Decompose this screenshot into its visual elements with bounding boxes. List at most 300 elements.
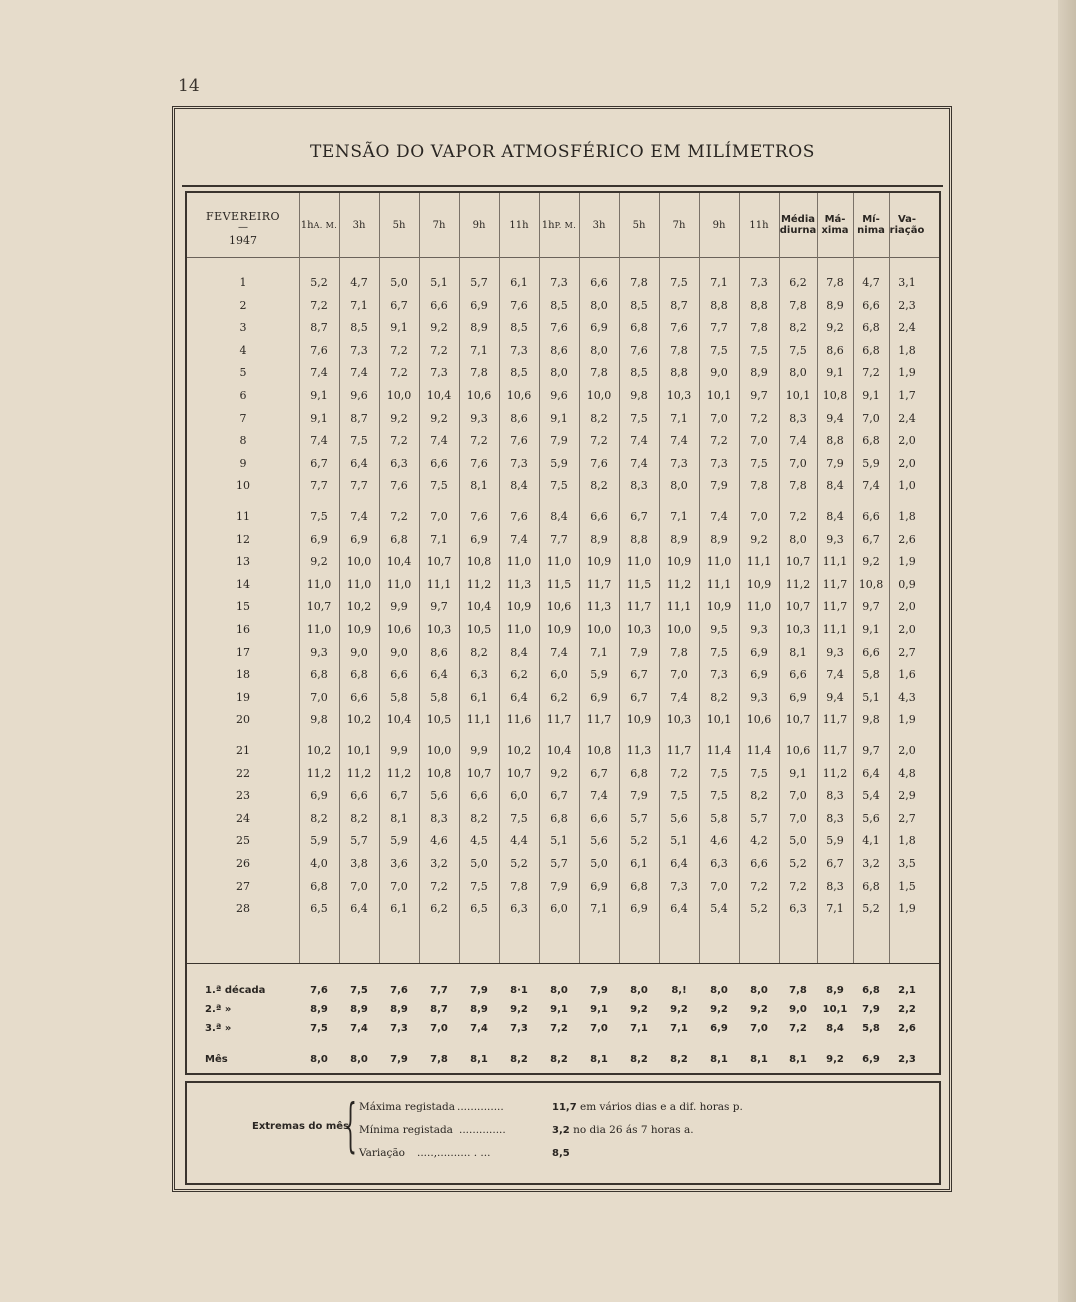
table-cell: 7,5 (430, 479, 448, 493)
table-cell: 7,4 (789, 434, 807, 448)
table-cell: 7,3 (750, 276, 768, 289)
table-cell: 9,3 (750, 690, 768, 704)
table-cell: 7,4 (550, 645, 568, 659)
summary-cell: 8,! (671, 985, 687, 996)
table-cell: 5,2 (310, 276, 328, 289)
table-cell: 8,1 (789, 645, 807, 659)
table-cell: 9,6 (550, 389, 568, 402)
table-cell: 5,8 (390, 690, 408, 704)
table-cell: 7,0 (710, 411, 728, 425)
table-cell: 4,4 (510, 834, 528, 848)
table-cell: 11,3 (506, 577, 532, 591)
table-cell: 10,6 (466, 389, 492, 402)
table-cell: 7,4 (350, 510, 368, 523)
column-header (699, 193, 739, 257)
table-cell: 9,2 (430, 411, 448, 425)
table-cell: 6,4 (350, 902, 368, 916)
table-cell: 9,8 (862, 713, 880, 727)
day-label: 3 (239, 321, 247, 335)
day-label: 12 (236, 532, 250, 546)
table-cell: 8,0 (590, 343, 608, 357)
summary-cell: 7,9 (590, 985, 608, 996)
column-header-label: Mí- nima (857, 214, 885, 236)
table-cell: 6,2 (510, 668, 528, 682)
table-cell: 10,9 (506, 600, 532, 614)
table-cell: 10,9 (706, 600, 732, 614)
table-cell: 6,9 (750, 645, 768, 659)
table-cell: 10,7 (306, 600, 332, 614)
table-cell: 5,6 (590, 834, 608, 848)
table-cell: 11,4 (746, 744, 772, 757)
summary-label: Mês (205, 1054, 228, 1065)
table-cell: 10,1 (785, 389, 811, 402)
table-cell: 9,3 (470, 411, 488, 425)
table-cell: 9,2 (750, 532, 768, 546)
table-cell: 5,0 (590, 857, 608, 870)
table-cell: 6,7 (826, 857, 844, 870)
table-cell: 10,8 (466, 555, 492, 569)
table-cell: 8,7 (310, 321, 328, 335)
table-cell: 9,3 (826, 532, 844, 546)
table-cell: 7,5 (750, 766, 768, 780)
table-cell: 9,4 (826, 411, 844, 425)
day-label: 26 (236, 857, 250, 870)
table-cell: 6,2 (550, 690, 568, 704)
day-label: 5 (239, 366, 247, 380)
table-cell: 6,9 (630, 902, 648, 916)
table-cell: 7,2 (789, 879, 807, 893)
table-cell: 7,0 (789, 811, 807, 825)
summary-cell: 7,7 (430, 985, 448, 996)
table-cell: 10,6 (546, 600, 572, 614)
table-cell: 10,9 (346, 623, 372, 636)
table-cell: 7,4 (310, 366, 328, 380)
table-cell: 10,4 (386, 713, 412, 727)
column-header-label: 11h (509, 219, 529, 231)
column-header-label: Média diurna (779, 214, 817, 236)
summary-cell: 2,6 (898, 1023, 916, 1034)
table-cell: 10,2 (506, 744, 532, 757)
table-cell: 7,9 (630, 645, 648, 659)
column-header-label: 3h (352, 219, 366, 231)
table-cell: 10,9 (746, 577, 772, 591)
day-label: 4 (239, 343, 247, 357)
table-cell: 8,4 (510, 645, 528, 659)
extreme-min-dots: .............. (459, 1124, 506, 1136)
summary-cell: 7,2 (550, 1023, 568, 1034)
day-label: 10 (236, 479, 250, 493)
table-cell: 7,1 (470, 343, 488, 357)
table-cell: 7,2 (750, 879, 768, 893)
day-label: 6 (239, 389, 247, 402)
table-cell: 6,8 (630, 766, 648, 780)
table-cell: 6,4 (862, 766, 880, 780)
table-cell: 7,5 (510, 811, 528, 825)
table-cell: 6,4 (350, 456, 368, 470)
summary-cell: 8,7 (430, 1004, 448, 1015)
table-cell: 10,4 (466, 600, 492, 614)
table-cell: 7,0 (750, 510, 768, 523)
table-cell: 7,7 (550, 532, 568, 546)
table-cell: 7,2 (390, 434, 408, 448)
table-cell: 5,4 (862, 789, 880, 803)
table-cell: 7,5 (710, 789, 728, 803)
table-cell: 5,8 (710, 811, 728, 825)
table-cell: 6,7 (390, 789, 408, 803)
table-cell: 9,2 (430, 321, 448, 335)
table-cell: 7,9 (630, 789, 648, 803)
table-cell: 8,8 (630, 532, 648, 546)
table-cell: 6,0 (550, 902, 568, 916)
table-cell: 7,5 (350, 434, 368, 448)
table-cell: 9,4 (826, 690, 844, 704)
table-cell: 9,1 (550, 411, 568, 425)
table-cell: 11,4 (706, 744, 732, 757)
table-cell: 11,5 (626, 577, 652, 591)
summary-cell: 6,9 (862, 1054, 880, 1065)
table-cell: 5,4 (710, 902, 728, 916)
summary-cell: 7,0 (750, 1023, 768, 1034)
table-cell: 7,0 (789, 456, 807, 470)
table-cell: 7,2 (750, 411, 768, 425)
table-cell: 11,2 (666, 577, 692, 591)
column-header (579, 193, 619, 257)
table-cell: 2,0 (898, 456, 916, 470)
table-cell: 6,7 (630, 690, 648, 704)
table-cell: 7,8 (789, 298, 807, 312)
table-cell: 7,9 (550, 434, 568, 448)
table-cell: 6,8 (630, 879, 648, 893)
table-cell: 10,8 (858, 577, 884, 591)
table-cell: 5,2 (630, 834, 648, 848)
table-cell: 5,2 (862, 902, 880, 916)
table-frame (172, 106, 952, 1192)
summary-cell: 8·1 (510, 985, 528, 996)
table-cell: 4,7 (862, 276, 880, 289)
summary-cell: 9,2 (750, 1004, 768, 1015)
day-label: 28 (236, 902, 250, 916)
table-cell: 7,0 (710, 879, 728, 893)
table-cell: 1,9 (898, 555, 916, 569)
summary-cell: 7,1 (670, 1023, 688, 1034)
table-cell: 7,0 (350, 879, 368, 893)
table-cell: 11,7 (822, 600, 848, 614)
table-cell: 6,7 (390, 298, 408, 312)
table-cell: 7,5 (750, 456, 768, 470)
table-cell: 3,2 (430, 857, 448, 870)
table-cell: 7,4 (710, 510, 728, 523)
table-cell: 11,0 (306, 577, 332, 591)
table-cell: 6,6 (590, 811, 608, 825)
summary-label: 1.ª década (205, 985, 266, 996)
table-cell: 6,6 (430, 298, 448, 312)
table-cell: 10,5 (466, 623, 492, 636)
table-cell: 7,3 (510, 456, 528, 470)
table-cell: 8,6 (826, 343, 844, 357)
table-cell: 8,0 (789, 532, 807, 546)
table-cell: 7,5 (670, 276, 688, 289)
table-cell: 1,5 (898, 879, 916, 893)
table-cell: 9,3 (310, 645, 328, 659)
day-label: 24 (236, 811, 250, 825)
table-cell: 6,6 (789, 668, 807, 682)
table-cell: 9,0 (710, 366, 728, 380)
day-label: 1 (239, 276, 247, 289)
summary-cell: 7,6 (310, 985, 328, 996)
table-cell: 7,4 (310, 434, 328, 448)
summary-cell: 8,2 (550, 1054, 568, 1065)
table-cell: 10,7 (785, 600, 811, 614)
summary-cell: 6,9 (710, 1023, 728, 1034)
table-cell: 7,3 (670, 879, 688, 893)
table-cell: 11,7 (822, 577, 848, 591)
table-cell: 11,3 (626, 744, 652, 757)
table-cell: 8,8 (826, 434, 844, 448)
column-header-label: 9h (472, 219, 486, 231)
summary-cell: 8,0 (710, 985, 728, 996)
table-cell: 7,3 (350, 343, 368, 357)
table-cell: 10,1 (706, 389, 732, 402)
table-cell: 7,1 (670, 411, 688, 425)
table-cell: 6,9 (350, 532, 368, 546)
summary-cell: 8,1 (750, 1054, 768, 1065)
table-cell: 11,2 (386, 766, 412, 780)
table-cell: 6,6 (430, 456, 448, 470)
day-label: 11 (236, 510, 250, 523)
table-cell: 7,9 (550, 879, 568, 893)
summary-cell: 9,2 (826, 1054, 844, 1065)
table-cell: 9,7 (750, 389, 768, 402)
column-header-label: 11h (749, 219, 769, 231)
table-cell: 7,2 (430, 343, 448, 357)
summary-cell: 8,4 (826, 1023, 844, 1034)
month-dash: — (238, 222, 248, 233)
table-cell: 10,1 (346, 744, 372, 757)
table-cell: 6,6 (590, 510, 608, 523)
table-cell: 8,4 (826, 479, 844, 493)
table-cell: 9,9 (390, 600, 408, 614)
table-cell: 11,0 (506, 555, 532, 569)
table-cell: 8,3 (826, 789, 844, 803)
table-cell: 4,8 (898, 766, 916, 780)
table-cell: 4,5 (470, 834, 488, 848)
column-header (419, 193, 459, 257)
summary-cell: 7,5 (310, 1023, 328, 1034)
table-cell: 9,2 (310, 555, 328, 569)
day-label: 17 (236, 645, 250, 659)
table-cell: 4,6 (710, 834, 728, 848)
table-cell: 7,2 (670, 766, 688, 780)
table-cell: 8,8 (670, 366, 688, 380)
table-cell: 8,5 (510, 321, 528, 335)
table-cell: 7,5 (310, 510, 328, 523)
day-label: 9 (239, 456, 247, 470)
column-header (619, 193, 659, 257)
table-cell: 7,6 (670, 321, 688, 335)
table-cell: 8,4 (826, 510, 844, 523)
table-cell: 9,1 (789, 766, 807, 780)
table-cell: 6,9 (470, 298, 488, 312)
table-cell: 10,0 (386, 389, 412, 402)
table-cell: 7,9 (710, 479, 728, 493)
column-header-label: Va- riação (889, 214, 925, 236)
table-cell: 4,7 (350, 276, 368, 289)
table-cell: 8,6 (510, 411, 528, 425)
table-cell: 8,6 (430, 645, 448, 659)
table-cell: 11,1 (746, 555, 772, 569)
table-cell: 11,6 (506, 713, 532, 727)
table-cell: 6,9 (470, 532, 488, 546)
summary-cell: 8,1 (590, 1054, 608, 1065)
table-cell: 8,9 (750, 366, 768, 380)
table-cell: 6,3 (390, 456, 408, 470)
table-cell: 1,0 (898, 479, 916, 493)
summary-cell: 7,6 (390, 985, 408, 996)
table-cell: 8,2 (310, 811, 328, 825)
day-label: 19 (236, 690, 250, 704)
extreme-max-name: Máxima registada (359, 1101, 456, 1113)
column-header (739, 193, 779, 257)
table-cell: 3,5 (898, 857, 916, 870)
table-cell: 7,6 (470, 510, 488, 523)
table-cell: 5,1 (550, 834, 568, 848)
table-cell: 7,8 (510, 879, 528, 893)
table-cell: 7,0 (430, 510, 448, 523)
table-cell: 6,4 (670, 902, 688, 916)
table-cell: 5,7 (750, 811, 768, 825)
summary-cell: 7,8 (789, 985, 807, 996)
table-cell: 10,3 (426, 623, 452, 636)
table-cell: 9,1 (862, 389, 880, 402)
column-header-label: 1h (300, 219, 314, 231)
table-cell: 11,0 (346, 577, 372, 591)
table-cell: 10,8 (822, 389, 848, 402)
table-cell: 8,5 (630, 298, 648, 312)
table-cell: 7,5 (550, 479, 568, 493)
table-cell: 2,4 (898, 321, 916, 335)
table-cell: 7,5 (710, 645, 728, 659)
table-cell: 5,6 (430, 789, 448, 803)
table-cell: 0,9 (898, 577, 916, 591)
table-cell: 7,7 (310, 479, 328, 493)
summary-cell: 8,2 (630, 1054, 648, 1065)
table-cell: 9,9 (470, 744, 488, 757)
table-cell: 1,9 (898, 713, 916, 727)
table-cell: 7,5 (670, 789, 688, 803)
day-label: 7 (239, 411, 247, 425)
table-cell: 11,1 (706, 577, 732, 591)
table-cell: 11,7 (546, 713, 572, 727)
year-label: 1947 (229, 234, 257, 247)
table-cell: 6,6 (862, 510, 880, 523)
table-cell: 10,4 (426, 389, 452, 402)
table-cell: 10,7 (785, 555, 811, 569)
extreme-min-name: Mínima registada (359, 1124, 453, 1136)
table-cell: 8,1 (470, 479, 488, 493)
table-cell: 7,4 (510, 532, 528, 546)
table-cell: 10,6 (746, 713, 772, 727)
summary-cell: 8,0 (310, 1054, 328, 1065)
table-cell: 7,2 (862, 366, 880, 380)
summary-cell: 2,3 (898, 1054, 916, 1065)
summary-cell: 9,1 (550, 1004, 568, 1015)
table-cell: 9,8 (630, 389, 648, 402)
table-cell: 11,5 (546, 577, 572, 591)
table-cell: 7,3 (550, 276, 568, 289)
table-cell: 2,0 (898, 623, 916, 636)
table-cell: 6,8 (310, 879, 328, 893)
summary-cell: 9,0 (789, 1004, 807, 1015)
table-cell: 7,0 (862, 411, 880, 425)
table-cell: 9,3 (826, 645, 844, 659)
table-cell: 6,6 (862, 645, 880, 659)
table-cell: 11,0 (626, 555, 652, 569)
summary-cell: 9,2 (670, 1004, 688, 1015)
table-cell: 6,7 (590, 766, 608, 780)
table-cell: 10,7 (426, 555, 452, 569)
table-cell: 9,2 (862, 555, 880, 569)
data-table (185, 191, 941, 1075)
table-cell: 8,4 (510, 479, 528, 493)
table-cell: 5,2 (789, 857, 807, 870)
table-cell: 7,1 (710, 276, 728, 289)
table-cell: 8,3 (789, 411, 807, 425)
table-cell: 10,1 (706, 713, 732, 727)
table-cell: 6,6 (390, 668, 408, 682)
column-header-label: 7h (432, 219, 446, 231)
table-cell: 4,2 (750, 834, 768, 848)
table-cell: 5,6 (670, 811, 688, 825)
table-cell: 7,7 (710, 321, 728, 335)
table-cell: 5,0 (470, 857, 488, 870)
column-header-sub: P. M. (554, 220, 577, 230)
column-header (817, 193, 853, 257)
table-cell: 9,3 (750, 623, 768, 636)
table-cell: 6,8 (862, 879, 880, 893)
table-cell: 6,3 (789, 902, 807, 916)
extremes-label: Extremas do mês (252, 1121, 350, 1132)
summary-cell: 7,1 (630, 1023, 648, 1034)
table-cell: 7,1 (350, 298, 368, 312)
table-cell: 5,8 (862, 668, 880, 682)
table-cell: 9,1 (310, 389, 328, 402)
table-cell: 9,1 (310, 411, 328, 425)
table-cell: 3,8 (350, 857, 368, 870)
table-cell: 10,3 (666, 713, 692, 727)
table-cell: 6,9 (310, 532, 328, 546)
table-cell: 7,1 (430, 532, 448, 546)
day-label: 27 (236, 879, 250, 893)
table-cell: 1,7 (898, 389, 916, 402)
table-cell: 10,7 (506, 766, 532, 780)
table-cell: 9,7 (862, 600, 880, 614)
table-cell: 7,1 (670, 510, 688, 523)
summary-cell: 8,2 (510, 1054, 528, 1065)
table-cell: 9,0 (390, 645, 408, 659)
column-header (853, 193, 889, 257)
table-cell: 8,2 (710, 690, 728, 704)
table-cell: 11,7 (586, 577, 612, 591)
table-cell: 10,0 (586, 389, 612, 402)
day-label: 18 (236, 668, 250, 682)
table-cell: 6,9 (750, 668, 768, 682)
table-cell: 1,6 (898, 668, 916, 682)
table-cell: 6,4 (430, 668, 448, 682)
table-cell: 6,8 (862, 434, 880, 448)
table-cell: 10,3 (785, 623, 811, 636)
day-label: 23 (236, 789, 250, 803)
table-cell: 8,2 (789, 321, 807, 335)
